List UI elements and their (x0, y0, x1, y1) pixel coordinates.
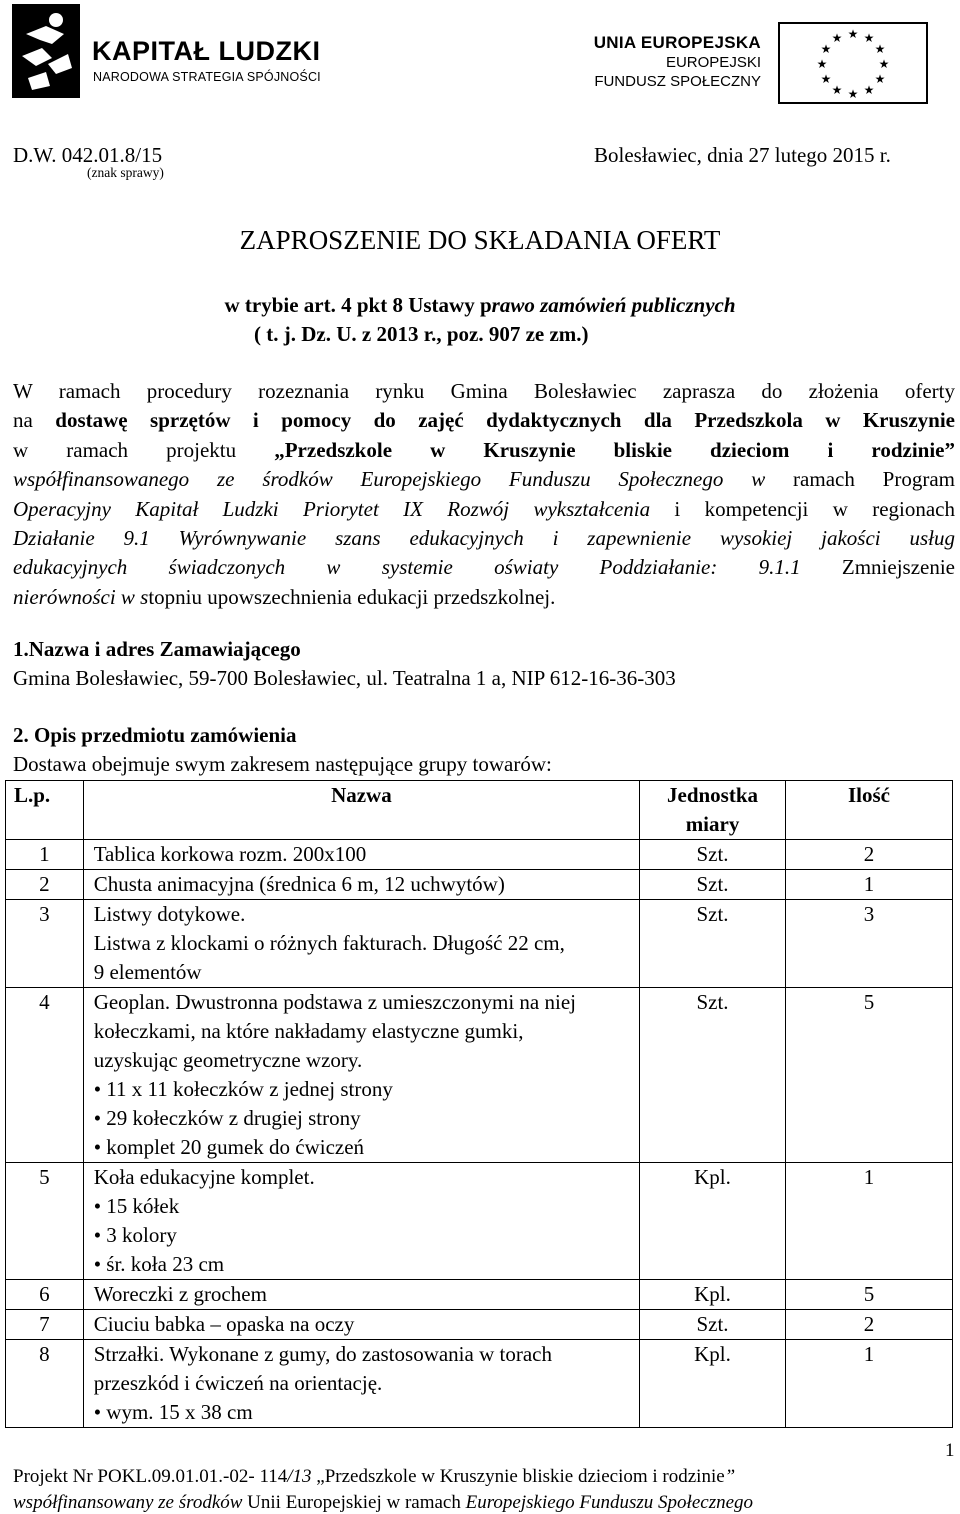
table-row (6, 1280, 953, 1310)
cell-bullet: • 11 x 11 kołeczków z jednej strony (94, 1075, 639, 1104)
svg-text:★: ★ (863, 83, 875, 97)
intro-line-part: w ramach projektu (13, 437, 275, 462)
svg-text:★: ★ (847, 87, 859, 101)
cell-bullet: • śr. koła 23 cm (94, 1250, 639, 1279)
footer-part: współfinansowany ze środków (13, 1492, 243, 1513)
table-row (6, 1340, 953, 1428)
cell-name (83, 1340, 639, 1428)
cell-qty: 3 (785, 900, 952, 988)
footer-part: Europejskiego Funduszu Społecznego (465, 1492, 754, 1513)
svg-text:★: ★ (820, 72, 832, 86)
footer-part: Unii Europejskiej w ramach (242, 1492, 466, 1513)
intro-line-part: Zmniejszenie (800, 555, 955, 580)
intro-line-part: edukacyjnych świadczonych w systemie oświaty Poddziałanie: 9.1.1 (13, 555, 801, 580)
intro-line: W ramach procedury rozeznania rynku Gmina Bolesławiec zaprasza do złożenia oferty (13, 379, 955, 403)
legal-basis (0, 293, 960, 318)
table-row (6, 840, 953, 870)
intro-line-part: na (13, 408, 56, 433)
footer-line1 (13, 1466, 735, 1488)
eu-flag-icon (778, 22, 928, 104)
table-row (6, 900, 953, 988)
page-number: 1 (945, 1440, 955, 1461)
cell-unit: Szt. (640, 1310, 786, 1340)
cell-lp: 2 (6, 870, 84, 900)
cell-lp: 3 (6, 900, 84, 988)
project-name: „Przedszkole w Kruszynie bliskie dzieciom i rodzinie” (274, 437, 955, 462)
cell-name (83, 988, 639, 1163)
section2-text: Dostawa obejmuje swym zakresem następujące grupy towarów: (13, 752, 552, 776)
header-qty: Ilość (785, 781, 952, 840)
cell-name: Woreczki z grochem (83, 1280, 639, 1310)
header-lp: L.p. (6, 781, 84, 840)
cell-qty: 1 (785, 870, 952, 900)
cell-qty: 1 (785, 1163, 952, 1280)
intro-line-part: dostawę sprzętów i pomocy do zajęć dydaktycznych dla Przedszkola w Kruszynie (55, 408, 956, 433)
legal-basis-reference: ( t. j. Dz. U. z 2013 r., poz. 907 ze zm.) (254, 322, 589, 346)
svg-text:★: ★ (874, 72, 886, 86)
svg-text:★: ★ (878, 57, 890, 71)
intro-line-part: topniu upowszechnienia edukacji przedszkolnej. (148, 584, 556, 609)
goods-table (5, 780, 953, 1428)
intro-line (13, 583, 955, 612)
cell-bullet: • 3 kolory (94, 1221, 639, 1250)
cell-bullet: • wym. 15 x 38 cm (94, 1398, 639, 1427)
cell-unit: Szt. (640, 988, 786, 1163)
cell-name-line: Listwy dotykowe. (93, 902, 246, 926)
cell-name-line: Geoplan. Dwustronna podstawa z umieszczonymi na niej kołeczkami, na które nakładamy elastyczne gumki, uzyskując geometryczne wzory. (93, 990, 576, 1072)
header-unit: Jednostka miary (640, 781, 786, 840)
cell-name (83, 1163, 639, 1280)
table-header-row (6, 781, 953, 840)
cell-unit: Szt. (640, 900, 786, 988)
table-row (6, 1310, 953, 1340)
table-row (6, 870, 953, 900)
cell-qty: 5 (785, 988, 952, 1163)
svg-text:★: ★ (816, 57, 828, 71)
document-title: ZAPROSZENIE DO SKŁADANIA OFERT (239, 225, 721, 255)
legal-basis-part1: w trybie art. 4 pkt 8 Ustawy p (224, 293, 492, 317)
cell-name: Chusta animacyjna (średnica 6 m, 12 uchwytów) (83, 870, 639, 900)
cell-lp: 4 (6, 988, 84, 1163)
intro-line: Działanie 9.1 Wyrównywanie szans edukacyjnych i zapewnienie wysokiej jakości usług (13, 525, 955, 550)
cell-name-line: Koła edukacyjne komplet. (93, 1165, 315, 1189)
section1-text: Gmina Bolesławiec, 59-700 Bolesławiec, ul. Teatralna 1 a, NIP 612-16-36-303 (13, 666, 676, 690)
svg-text:★: ★ (831, 83, 843, 97)
intro-line-part: nierówności w s (13, 584, 149, 609)
cell-unit: Szt. (640, 870, 786, 900)
header-name: Nazwa (83, 781, 639, 840)
footer-line2 (13, 1492, 753, 1514)
intro-line-part: Operacyjny Kapitał Ludzki Priorytet IX Rozwój wykształcenia (13, 496, 651, 521)
cell-qty: 2 (785, 1310, 952, 1340)
kapital-ludzki-logo (12, 4, 332, 100)
intro-line (13, 436, 955, 465)
cell-lp: 7 (6, 1310, 84, 1340)
cell-lp: 6 (6, 1280, 84, 1310)
svg-text:★: ★ (831, 31, 843, 45)
intro-line (13, 553, 955, 582)
svg-text:★: ★ (847, 27, 859, 41)
kapital-ludzki-emblem-icon (12, 4, 80, 98)
cell-unit: Kpl. (640, 1280, 786, 1310)
cell-qty: 1 (785, 1340, 952, 1428)
table-row (6, 1163, 953, 1280)
cell-name-line: Listwa z klockami o różnych fakturach. Długość 22 cm, 9 elementów (93, 931, 565, 984)
intro-line (13, 406, 955, 435)
cell-bullet: • 15 kółek (94, 1192, 639, 1221)
svg-text:★: ★ (863, 31, 875, 45)
cell-name-line: Strzałki. Wykonane z gumy, do zastosowania w torach przeszkód i ćwiczeń na orientację. (93, 1342, 552, 1395)
footer-part: Projekt Nr POKL.09.01.01.-02- 114 (13, 1466, 288, 1487)
eu-logo-line2: EUROPEJSKI (665, 54, 761, 71)
case-reference-label: (znak sprawy) (87, 165, 164, 180)
cell-lp: 8 (6, 1340, 84, 1428)
intro-line (13, 465, 955, 494)
cell-bullet: • 29 kołeczków z drugiej strony (94, 1104, 639, 1133)
cell-lp: 5 (6, 1163, 84, 1280)
svg-text:★: ★ (820, 42, 832, 56)
cell-qty: 5 (785, 1280, 952, 1310)
table-row (6, 988, 953, 1163)
kapital-ludzki-title: KAPITAŁ LUDZKI (92, 36, 321, 66)
cell-name: Tablica korkowa rozm. 200x100 (83, 840, 639, 870)
cell-name: Ciuciu babka – opaska na oczy (83, 1310, 639, 1340)
cell-unit: Kpl. (640, 1340, 786, 1428)
intro-line-part: ramach Program (765, 467, 955, 492)
footer-part: /13 (287, 1466, 317, 1487)
footer-part: „Przedszkole w Kruszynie bliskie dzieciom i rodzinie (316, 1466, 725, 1487)
document-date: Bolesławiec, dnia 27 lutego 2015 r. (594, 143, 891, 167)
intro-line-part: współfinansowanego ze środków Europejskiego Funduszu Społecznego w (13, 467, 766, 492)
cell-bullet: • komplet 20 gumek do ćwiczeń (94, 1133, 639, 1162)
eu-logo-line1: UNIA EUROPEJSKA (593, 33, 761, 52)
kapital-ludzki-subtitle: NARODOWA STRATEGIA SPÓJNOŚCI (93, 70, 321, 84)
footer-part: ” (724, 1466, 736, 1487)
intro-paragraph (13, 377, 955, 612)
case-reference: D.W. 042.01.8/15 (13, 143, 163, 167)
intro-line-part: i kompetencji w regionach (650, 496, 955, 521)
cell-name (83, 900, 639, 988)
intro-line (13, 495, 955, 524)
section1-heading: 1.Nazwa i adres Zamawiającego (13, 637, 301, 661)
legal-basis-part2: rawo zamówień publicznych (491, 293, 736, 317)
eu-logo-line3: FUNDUSZ SPOŁECZNY (594, 73, 761, 90)
eu-logo (593, 22, 946, 106)
svg-text:★: ★ (874, 42, 886, 56)
cell-qty: 2 (785, 840, 952, 870)
cell-unit: Szt. (640, 840, 786, 870)
section2-heading: 2. Opis przedmiotu zamówienia (13, 723, 297, 747)
cell-lp: 1 (6, 840, 84, 870)
cell-unit: Kpl. (640, 1163, 786, 1280)
